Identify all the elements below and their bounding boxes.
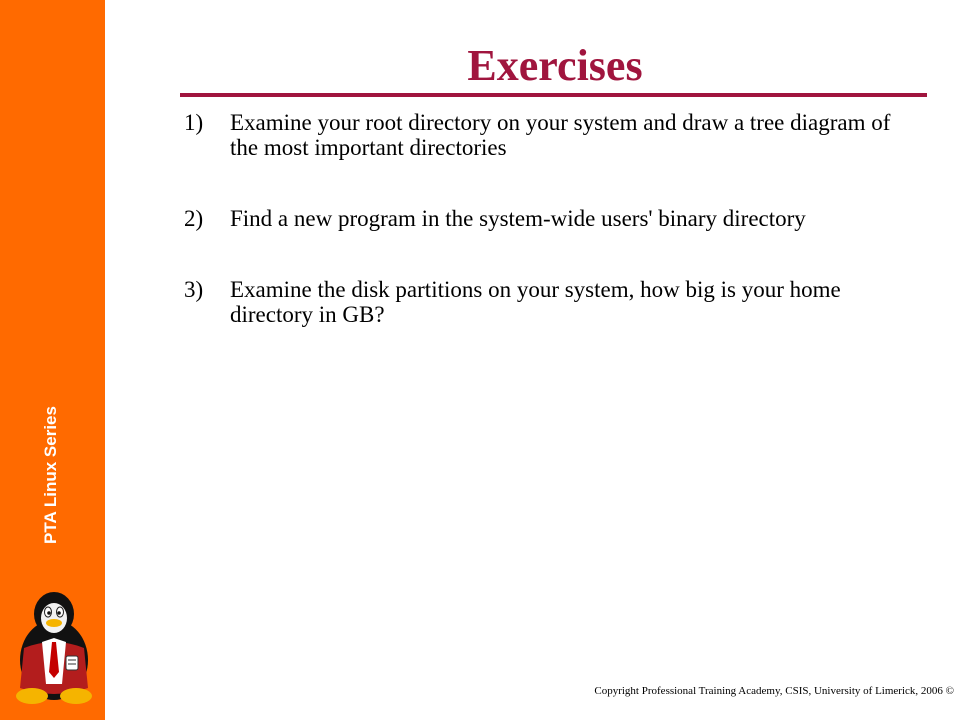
tux-penguin-icon — [6, 588, 102, 708]
exercise-item — [184, 206, 924, 231]
exercise-text: Examine your root directory on your system and draw a tree diagram of the most important directories — [230, 110, 891, 160]
exercise-item — [184, 277, 924, 327]
series-label: PTA Linux Series — [41, 406, 60, 544]
exercise-number: 2) — [184, 206, 204, 231]
sidebar — [0, 0, 105, 720]
exercise-number: 1) — [184, 110, 204, 135]
slide-title: Exercises — [467, 41, 643, 90]
copyright-notice: Copyright Professional Training Academy, CSIS, University of Limerick, 2006 © — [594, 685, 954, 697]
exercise-text: Find a new program in the system-wide users' binary directory — [230, 206, 806, 231]
exercise-text: Examine the disk partitions on your system, how big is your home directory in GB? — [230, 277, 841, 327]
exercise-item — [184, 110, 924, 160]
title-divider — [180, 93, 927, 97]
exercise-number: 3) — [184, 277, 204, 302]
